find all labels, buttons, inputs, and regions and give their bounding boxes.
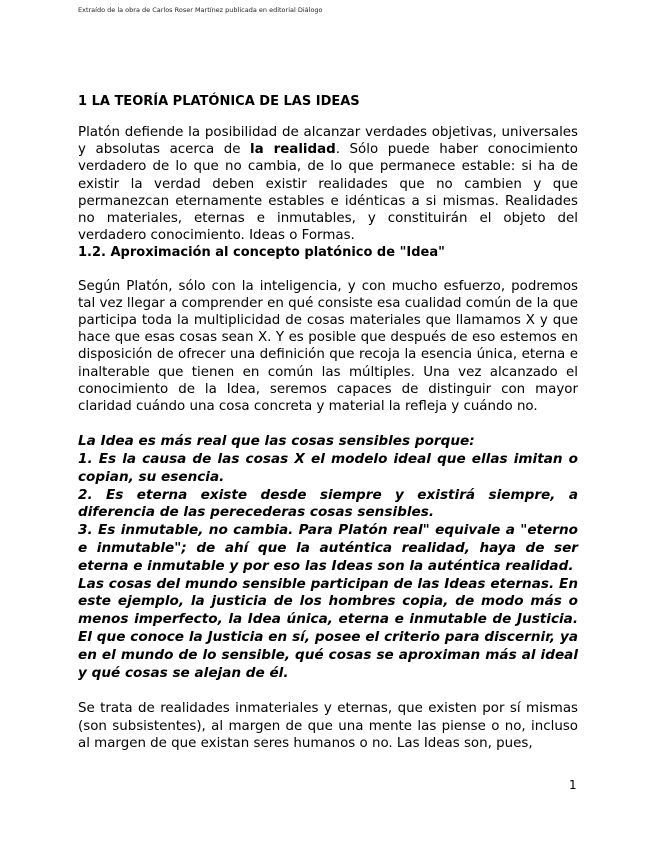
reason-item: 3. Es inmutable, no cambia. Para Platón real" equivale a "eterno e inmutable"; de ahí que la auténtica realidad, haya de ser eterna e inmutable y por eso las Ideas son la auténtica realidad. [78,522,578,574]
reason-item: 1. Es la causa de las cosas X el modelo ideal que ellas imitan o copian, su esencia. [78,451,578,485]
intro-text-a: Platón defiende la posibilidad de alcanzar verdades objetivas, universales y absolutas acerca de [78,125,578,158]
closing-paragraph: Se trata de realidades inmateriales y eternas, que existen por sí mismas (son subsistentes), al margen de que una mente las piense o no, incluso al margen de que existan seres humanos o no. Las Ideas son, pues, [78,701,578,751]
section-title: 1 LA TEORÍA PLATÓNICA DE LAS IDEAS [78,94,360,109]
subsection-title: 1.2. Aproximación al concepto platónico de "Idea" [78,245,445,261]
reason-item: 2. Es eterna existe desde siempre y existirá siempre, a diferencia de las perecederas cosas sensibles. [78,486,578,521]
header-note: Extraído de la obra de Carlos Roser Martínez publicada en editorial Diálogo [78,6,323,14]
page-number: 1 [569,778,577,792]
reasons-intro: La Idea es más real que las cosas sensibles porque: [78,433,475,450]
document-body [78,93,578,752]
reasons-block [78,433,578,682]
intro-text-b: . Sólo puede haber conocimiento verdadero de lo que no cambia, de lo que permanece estable: si ha de existir la verdad deben existir realidades que no cambien y que permanezcan eternamente estables e idénticas a si mismas. Realidades no materiales, eternas e inmutables, y constituirán el objeto del verdadero conocimiento. Ideas o Formas. [78,142,578,244]
intro-bold-term: la realidad [250,142,336,158]
inteligencia-paragraph: Según Platón, sólo con la inteligencia, y con mucho esfuerzo, podremos tal vez llegar a comprender en qué consiste esa cualidad común de la que participa toda la multiplicidad de cosas materiales que llamamos X y que hace que esas cosas sean X. Y es posible que después de eso estemos en disposición de ofrecer una definición que recoja la esencia única, eterna e inalterable que tienen en común las múltiples. Una vez alcanzado el conocimiento de la Idea, seremos capaces de distinguir con mayor claridad cuándo una cosa concreta y material la refleja y cuándo no. [78,278,578,415]
participation-paragraph: Las cosas del mundo sensible participan de las Ideas eternas. En este ejemplo, la justicia de los hombres copia, de modo más o menos imperfecto, la Idea única, eterna e inmutable de Justicia. El que conoce la Justicia en sí, posee el criterio para discernir, ya en el mundo de lo sensible, qué cosas se aproximan más al ideal y qué cosas se alejan de él. [78,575,578,681]
intro-paragraph [78,124,578,244]
